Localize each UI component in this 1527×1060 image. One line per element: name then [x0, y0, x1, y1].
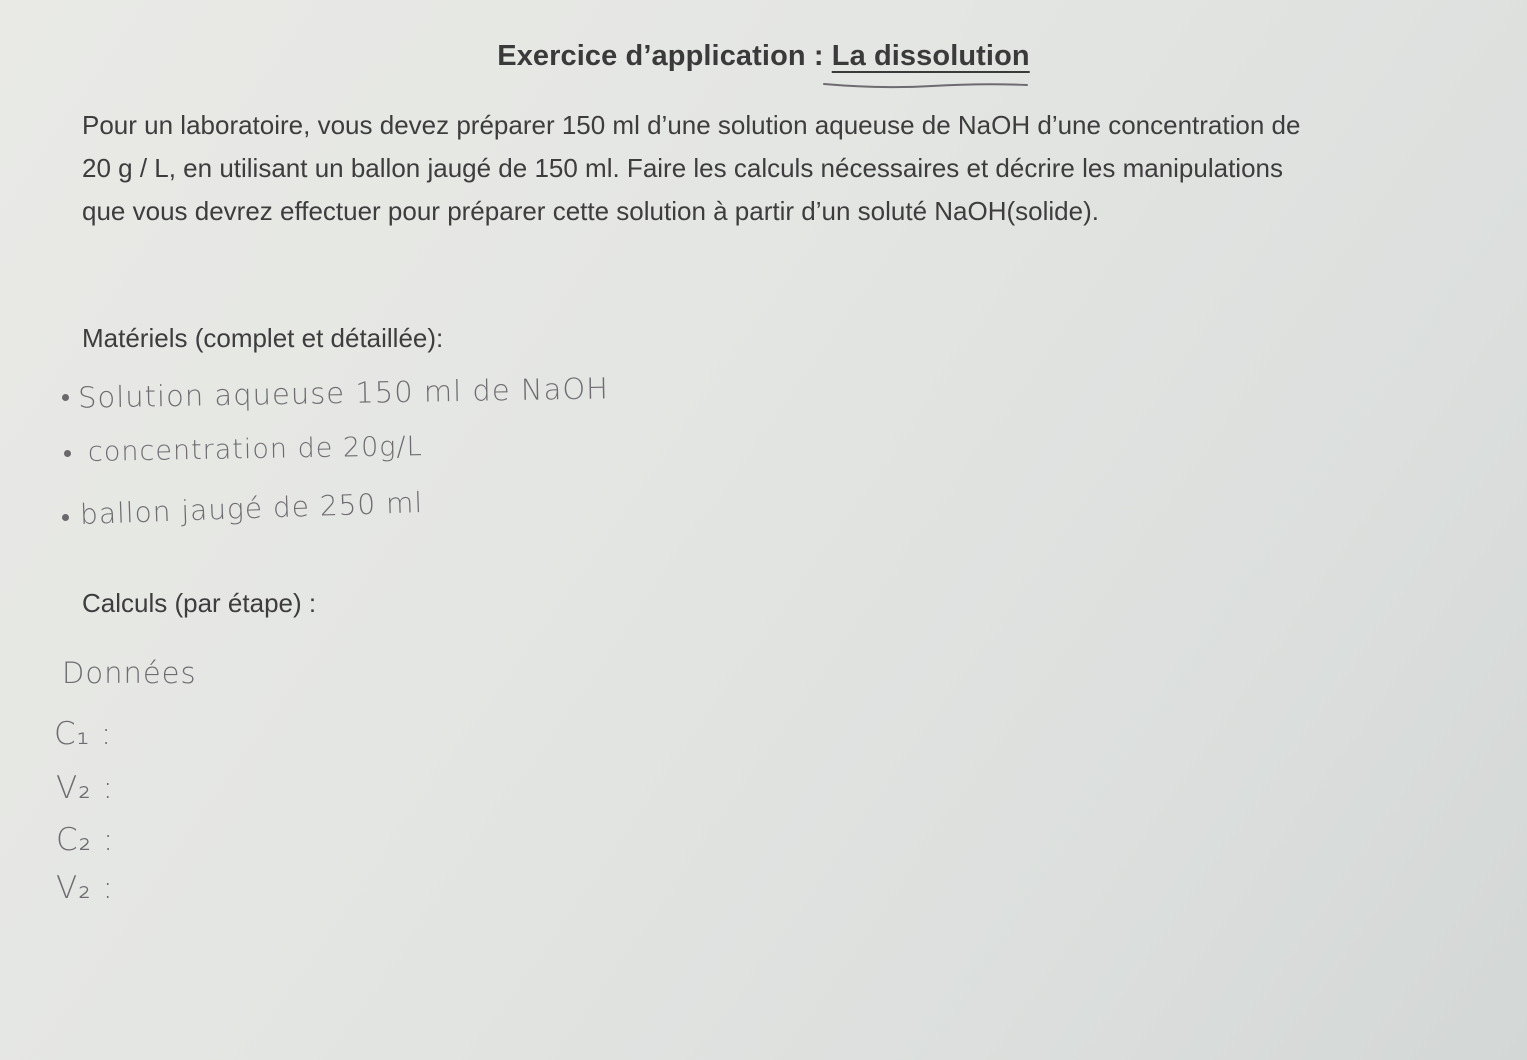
givens-heading: Données: [62, 656, 197, 690]
variable-c2: C₂ :: [56, 822, 115, 858]
bullet-icon: [64, 450, 71, 457]
materials-label: Matériels (complet et détaillée):: [82, 323, 444, 353]
bullet-icon: [62, 394, 69, 401]
bullet-icon: [62, 514, 69, 521]
material-item-2: concentration de 20g/L: [87, 431, 423, 468]
pen-underline-stroke: [822, 80, 1032, 92]
statement-line-2: 20 g / L, en utilisant un ballon jaugé de 150 ml. Faire les calculs nécessaires et décrire les manipulations: [82, 153, 1284, 183]
exercise-title: [0, 40, 1527, 73]
variable-v2: V₂ :: [56, 770, 114, 806]
variable-c1: C₁ :: [54, 716, 113, 752]
exercise-statement: [82, 104, 1442, 233]
statement-line-3: que vous devrez effectuer pour préparer cette solution à partir d’un soluté NaOH(solide).: [82, 196, 1099, 226]
title-topic: La dissolution: [831, 40, 1030, 72]
variable-v2-second: V₂ :: [56, 870, 114, 906]
calculations-label: Calculs (par étape) :: [82, 588, 317, 618]
material-item-3: ballon jaugé de 250 ml: [79, 486, 424, 531]
material-item-1: Solution aqueuse 150 ml de NaOH: [77, 371, 610, 415]
title-prefix: Exercice d’application :: [497, 40, 832, 72]
statement-line-1: Pour un laboratoire, vous devez préparer 150 ml d’une solution aqueuse de NaOH d’une concentration de: [82, 110, 1301, 140]
